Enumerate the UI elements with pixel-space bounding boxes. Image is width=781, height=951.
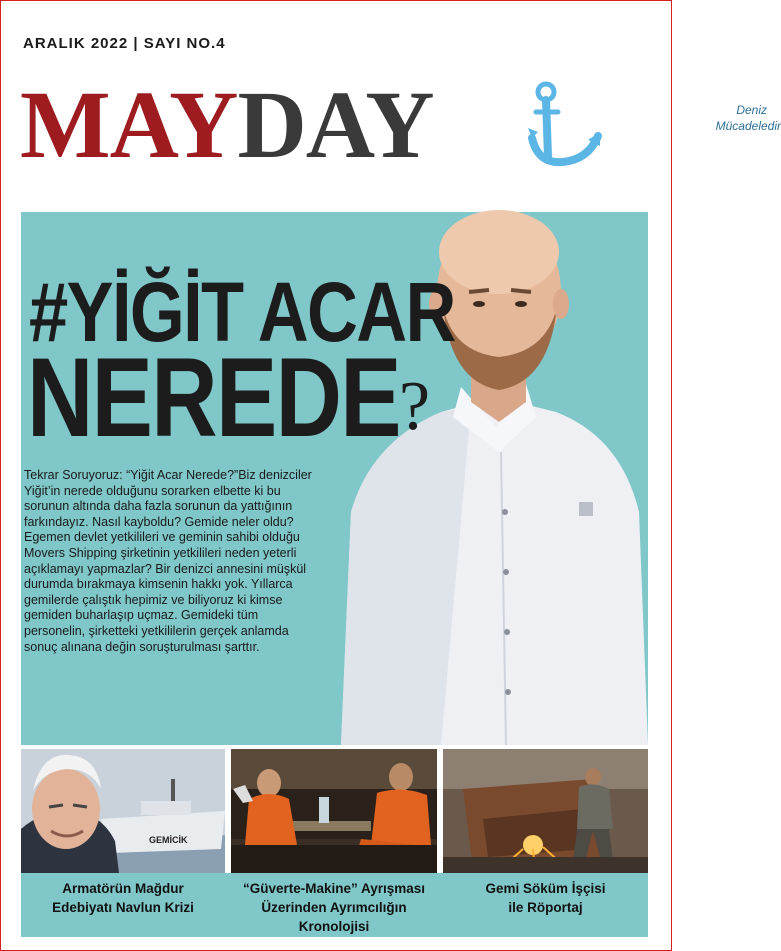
article-title-freight[interactable]: Armatörün Mağdur Edebiyatı Navlun Krizi <box>52 881 194 915</box>
question-mark: ? <box>399 368 431 445</box>
article-thumb-shipbreaking[interactable] <box>443 749 648 873</box>
article-thumbnails <box>21 749 648 873</box>
ship-label: GEMİCİK <box>149 835 188 845</box>
issue-line: ARALIK 2022 | SAYI NO.4 <box>23 35 226 52</box>
tagline <box>563 102 781 134</box>
article-thumb-freight[interactable] <box>21 749 225 873</box>
article-title-deck-engine[interactable]: “Güverte-Makine” Ayrışması Üzerinden Ayrımcılığın Kronolojisi <box>242 881 426 934</box>
shipbreaking-photo <box>443 749 648 873</box>
cover-story-body: Tekrar Soruyoruz: “Yiğit Acar Nerede?”Biz denizciler Yiğit’in nerede olduğunu sorarken elbette ki bu sorunun altında daha fazla sorunun da yattığının farkındayız. Nasıl kayboldu? Gemide neler oldu? Egemen devlet yetkilileri ve geminin sahibi olduğu Movers Shipping şirketinin yetkilileri neden yeterli açıklamayı yapmazlar? Bir denizci annesini müşkül durumda bırakmaya kimsenin hakkı yok. Yıllarca gemilerde çalıştık hepimiz ve biliyoruz ki kimse gemiden buharlaşıp uçmaz. Gemideki tüm personelin, şirketteki yetkililerin gerçek anlamda sonuç alınana değin soruşturulması şarttır. <box>24 468 312 654</box>
ship-photo <box>21 749 225 873</box>
cover-story <box>21 212 648 745</box>
masthead <box>20 71 434 178</box>
crew-photo <box>231 749 437 873</box>
masthead-day: DAY <box>237 71 434 178</box>
article-title-shipbreaking[interactable]: Gemi Söküm İşçisi ile Röportaj <box>485 881 606 915</box>
article-captions <box>21 873 648 937</box>
headline-line2: NEREDE <box>27 335 400 460</box>
headline-line1: #YİĞİT ACAR <box>29 265 455 359</box>
tagline-line2: Mücadeledir <box>715 119 781 133</box>
article-thumb-crew[interactable] <box>231 749 437 873</box>
tagline-line1: Deniz <box>736 103 767 117</box>
masthead-may: MAY <box>20 71 238 178</box>
